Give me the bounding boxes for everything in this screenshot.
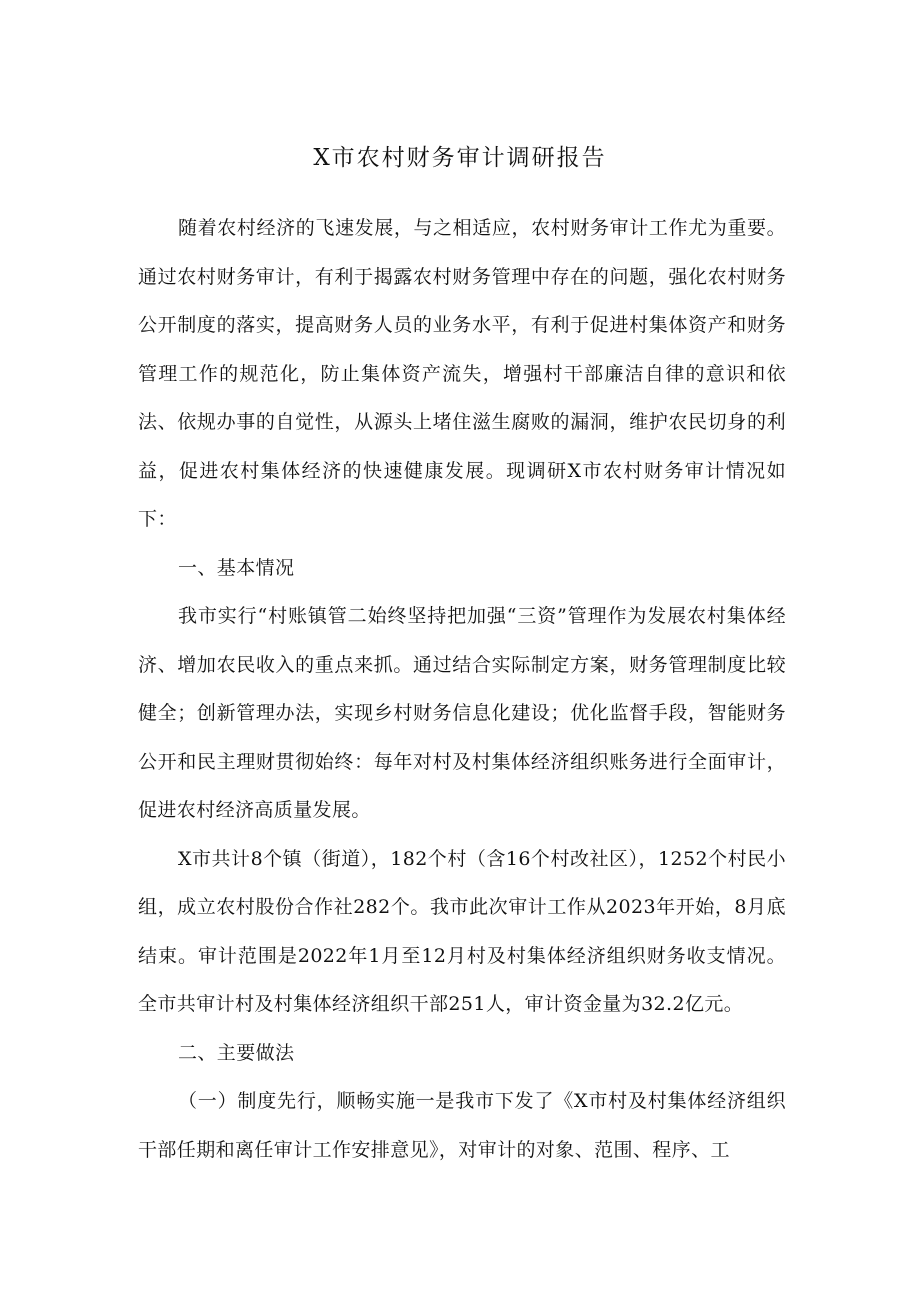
paragraph-intro: 随着农村经济的飞速发展，与之相适应，农村财务审计工作尤为重要。通过农村财务审计，有利于揭露农村财务管理中存在的问题，强化农村财务公开制度的落实，提高财务人员的业务水平，有利于促进村集体资产和财务管理工作的规范化，防止集体资产流失，增强村干部廉洁自律的意识和依法、依规办事的自觉性，从源头上堵住滋生腐败的漏洞，维护农民切身的利益，促进农村集体经济的快速健康发展。现调研X市农村财务审计情况如下：: [138, 217, 786, 530]
document-body: [138, 204, 786, 1174]
section-heading-basic-situation: 一、基本情况: [178, 556, 295, 579]
paragraph-basic-situation: 我市实行“村账镇管二始终坚持把加强“三资”管理作为发展农村集体经济、增加农民收入的重点来抓。通过结合实际制定方案，财务管理制度比较健全；创新管理办法，实现乡村财务信息化建设；优化监督手段，智能财务公开和民主理财贯彻始终：每年对村及村集体经济组织账务进行全面审计，促进农村经济高质量发展。: [138, 605, 786, 821]
section-heading-main-practices: 二、主要做法: [178, 1041, 295, 1064]
paragraph-institution-first: （一）制度先行，顺畅实施一是我市下发了《X市村及村集体经济组织干部任期和离任审计工作安排意见》，对审计的对象、范围、程序、工: [138, 1090, 786, 1161]
document-title: X市农村财务审计调研报告: [313, 145, 607, 171]
paragraph-statistics: X市共计8个镇（街道），182个村（含16个村改社区），1252个村民小组，成立农村股份合作社282个。我市此次审计工作从2023年开始，8月底结束。审计范围是2022年1月至12月村及村集体经济组织财务收支情况。全市共审计村及村集体经济组织干部251人，审计资金量为32.2亿元。: [138, 847, 786, 1015]
